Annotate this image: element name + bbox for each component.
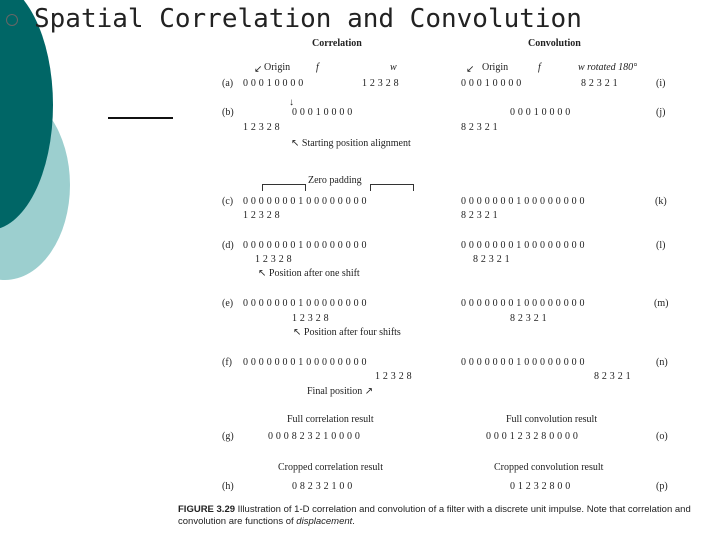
row-c-bottom: 1 2 3 2 8 — [243, 210, 280, 221]
row-b-bottom: 1 2 3 2 8 — [243, 122, 280, 133]
after-four-shifts-text: Position after four shifts — [303, 327, 401, 338]
origin-label-right: Origin — [482, 62, 509, 73]
row-j-bottom: 8 2 3 2 1 — [461, 122, 498, 133]
final-position-label: Final position ↗ — [307, 386, 374, 397]
starting-alignment-text: Starting position alignment — [301, 138, 411, 149]
cropped-correlation-label: Cropped correlation result — [278, 462, 383, 473]
row-d-bottom: 1 2 3 2 8 — [255, 254, 292, 265]
origin-label-left: Origin — [264, 62, 291, 73]
row-b-top: 0 0 0 1 0 0 0 0 — [292, 107, 353, 118]
row-d-top: 0 0 0 0 0 0 0 1 0 0 0 0 0 0 0 0 — [243, 240, 367, 251]
figure-caption — [178, 504, 718, 528]
starting-alignment-label: ↖ Starting position alignment — [291, 138, 411, 149]
slide-decoration — [0, 0, 90, 300]
full-convolution-label: Full convolution result — [506, 414, 598, 425]
after-one-shift-label: ↖ Position after one shift — [258, 268, 360, 279]
row-e-top: 0 0 0 0 0 0 0 1 0 0 0 0 0 0 0 0 — [243, 298, 367, 309]
row-h-values: 0 8 2 3 2 1 0 0 — [292, 481, 353, 492]
full-correlation-label: Full correlation result — [287, 414, 374, 425]
row-f-bottom: 1 2 3 2 8 — [375, 371, 412, 382]
row-e-bottom: 1 2 3 2 8 — [292, 313, 329, 324]
w-rotated-label: w rotated 180° — [578, 62, 638, 73]
convolution-heading: Convolution — [528, 38, 581, 49]
row-k-bottom: 8 2 3 2 1 — [461, 210, 498, 221]
row-i-f: 0 0 0 1 0 0 0 0 — [461, 78, 522, 89]
row-tag-m: (m) — [654, 298, 669, 309]
row-tag-d: (d) — [222, 240, 234, 251]
row-m-top: 0 0 0 0 0 0 0 1 0 0 0 0 0 0 0 0 — [461, 298, 585, 309]
row-p-values: 0 1 2 3 2 8 0 0 — [510, 481, 571, 492]
f-label-left: f — [316, 62, 319, 73]
row-tag-g: (g) — [222, 431, 234, 442]
w-label: w — [390, 62, 397, 73]
row-tag-j: (j) — [656, 107, 666, 118]
zero-padding-bracket-left — [262, 184, 306, 191]
bullet-icon — [6, 14, 18, 26]
row-g-values: 0 0 0 8 2 3 2 1 0 0 0 0 — [268, 431, 361, 442]
origin-arrow-left: ↙ — [254, 64, 263, 75]
row-tag-e: (e) — [222, 298, 234, 309]
row-a-w: 1 2 3 2 8 — [362, 78, 399, 89]
f-label-right: f — [538, 62, 541, 73]
caption-emphasis: displacement — [296, 516, 353, 527]
row-l-top: 0 0 0 0 0 0 0 1 0 0 0 0 0 0 0 0 — [461, 240, 585, 251]
cropped-convolution-label: Cropped convolution result — [494, 462, 604, 473]
slide-title: Spatial Correlation and Convolution — [34, 4, 582, 34]
row-m-bottom: 8 2 3 2 1 — [510, 313, 547, 324]
row-tag-k: (k) — [655, 196, 667, 207]
origin-down-arrow: ↓ — [289, 97, 294, 108]
zero-padding-bracket-right — [370, 184, 414, 191]
caption-text-1: Illustration of 1-D correlation and convolution of a filter with a discrete unit impulse. Note that correlation and convolution are functions of — [178, 504, 691, 527]
row-tag-o: (o) — [656, 431, 668, 442]
row-l-bottom: 8 2 3 2 1 — [473, 254, 510, 265]
row-i-w: 8 2 3 2 1 — [581, 78, 618, 89]
row-tag-h: (h) — [222, 481, 234, 492]
final-position-text: Final position — [307, 386, 363, 397]
row-tag-c: (c) — [222, 196, 234, 207]
row-tag-p: (p) — [656, 481, 668, 492]
row-tag-l: (l) — [656, 240, 666, 251]
row-tag-f: (f) — [222, 357, 232, 368]
figure-number: FIGURE 3.29 — [178, 504, 236, 515]
row-tag-i: (i) — [656, 78, 666, 89]
after-one-shift-text: Position after one shift — [268, 268, 360, 279]
row-n-top: 0 0 0 0 0 0 0 1 0 0 0 0 0 0 0 0 — [461, 357, 585, 368]
row-j-top: 0 0 0 1 0 0 0 0 — [510, 107, 571, 118]
origin-arrow-right: ↙ — [466, 64, 475, 75]
row-n-bottom: 8 2 3 2 1 — [594, 371, 631, 382]
zero-padding-label: Zero padding — [308, 175, 362, 186]
row-tag-b: (b) — [222, 107, 234, 118]
row-a-f: 0 0 0 1 0 0 0 0 — [243, 78, 304, 89]
row-o-values: 0 0 0 1 2 3 2 8 0 0 0 0 — [486, 431, 579, 442]
title-underline — [108, 117, 173, 119]
row-tag-a: (a) — [222, 78, 234, 89]
row-k-top: 0 0 0 0 0 0 0 1 0 0 0 0 0 0 0 0 — [461, 196, 585, 207]
row-f-top: 0 0 0 0 0 0 0 1 0 0 0 0 0 0 0 0 — [243, 357, 367, 368]
row-c-top: 0 0 0 0 0 0 0 1 0 0 0 0 0 0 0 0 — [243, 196, 367, 207]
row-tag-n: (n) — [656, 357, 668, 368]
correlation-heading: Correlation — [312, 38, 362, 49]
after-four-shifts-label: ↖ Position after four shifts — [293, 327, 401, 338]
caption-text-2: . — [352, 516, 355, 527]
